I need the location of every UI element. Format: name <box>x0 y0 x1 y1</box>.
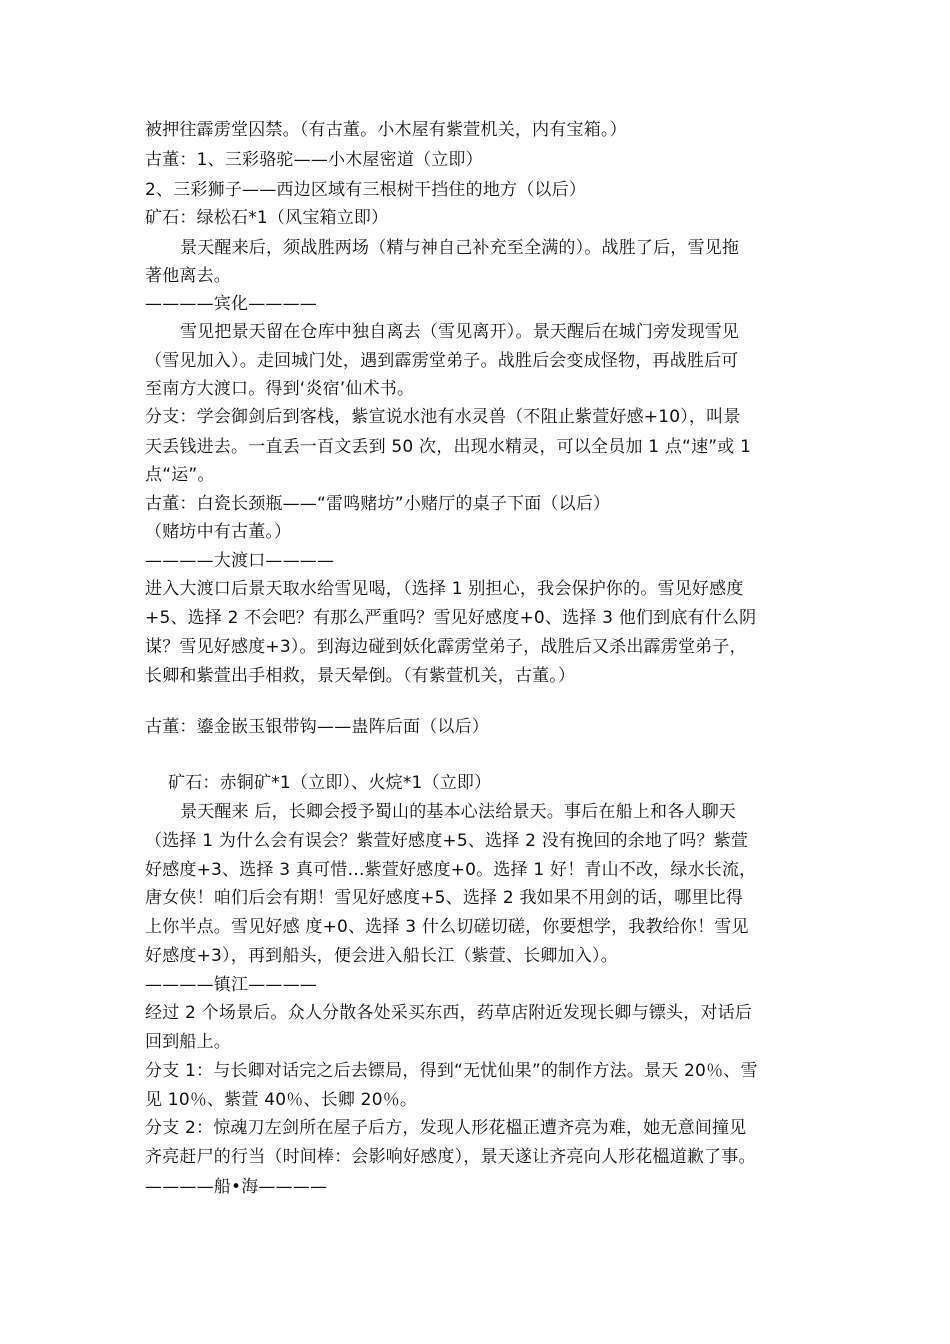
text-line: 雪见把景天留在仓库中独自离去（雪见离开）。景天醒后在城门旁发现雪见 <box>180 322 740 342</box>
text-line: 齐亮赶尸的行当（时间棒：会影响好感度），景天遂让齐亮向人形花榲道歉了事。 <box>145 1147 756 1167</box>
text-line: 矿石：赤铜矿*1（立即）、火烷*1（立即） <box>168 773 492 793</box>
text-line: +5、选择 2 不会吧？有那么严重吗？雪见好感度+0、选择 3 他们到底有什么阴 <box>145 608 757 628</box>
text-line: 长卿和紫萱出手相救，景天晕倒。（有紫萱机关，古董。） <box>145 666 576 686</box>
text-line: 进入大渡口后景天取水给雪见喝，（选择 1 别担心，我会保护你的。雪见好感度 <box>145 579 744 599</box>
text-line: 唐女侠！咱们后会有期！雪见好感度+5、选择 2 我如果不用剑的话，哪里比得 <box>145 888 744 908</box>
text-line: 著他离去。 <box>145 266 231 286</box>
text-line: 好感度+3、选择 3 真可惜…紫萱好感度+0。选择 1 好！青山不改，绿水长流， <box>145 860 757 880</box>
text-line: 景天醒来 后，长卿会授予蜀山的基本心法给景天。事后在船上和各人聊天 <box>180 802 737 822</box>
text-line: 古董：1、三彩骆驼——小木屋密道（立即） <box>145 150 483 170</box>
section-heading: ————镇江———— <box>145 975 317 995</box>
text-line: 分支：学会御剑后到客栈，紫宣说水池有水灵兽（不阻止紫萱好感+10），叫景 <box>145 407 741 427</box>
text-line: 分支 1：与长卿对话完之后去镖局，得到“无忧仙果”的制作方法。景天 20％、雪 <box>145 1061 758 1081</box>
text-line: 矿石：绿松石*1（风宝箱立即） <box>145 208 389 228</box>
text-line: 天丢钱进去。一直丢一百文丢到 50 次，出现水精灵，可以全员加 1 点“速”或 1 <box>145 437 752 457</box>
text-line: 见 10％、紫萱 40％、长卿 20％。 <box>145 1090 418 1110</box>
text-line: 分支 2：惊魂刀左剑所在屋子后方，发现人形花榲正遭齐亮为难，她无意间撞见 <box>145 1118 747 1138</box>
text-line: 好感度+3），再到船头，便会进入船长江（紫萱、长卿加入）。 <box>145 946 618 966</box>
section-heading: ————宾化———— <box>145 294 317 314</box>
text-line: 2、三彩狮子——西边区域有三根树干挡住的地方（以后） <box>145 180 587 200</box>
text-line: 被押往霹雳堂囚禁。（有古董。小木屋有紫萱机关，内有宝箱。） <box>145 120 627 140</box>
text-line: （雪见加入）。走回城门处，遇到霹雳堂弟子。战胜后会变成怪物，再战胜后可 <box>145 351 739 371</box>
text-line: 景天醒来后，须战胜两场（精与神自己补充至全满的）。战胜了后，雪见拖 <box>180 238 740 258</box>
text-line: 上你半点。雪见好感 度+0、选择 3 什么切磋切磋，你要想学，我教给你！雪见 <box>145 917 749 937</box>
text-line: 至南方大渡口。得到‘炎宿’仙术书。 <box>145 379 415 399</box>
text-line: （赌坊中有古董。） <box>145 522 292 542</box>
text-line: （选择 1 为什么会有误会？紫萱好感度+5、选择 2 没有挽回的余地了吗？紫萱 <box>145 831 749 851</box>
text-line: 古董：白瓷长颈瓶——“雷鸣赌坊”小赌厅的桌子下面（以后） <box>145 494 611 514</box>
text-line: 古董：鎏金嵌玉银带钩——蛊阵后面（以后） <box>145 717 489 737</box>
text-line: 回到船上。 <box>145 1032 231 1052</box>
section-heading: ————船•海———— <box>145 1177 328 1197</box>
text-line: 经过 2 个场景后。众人分散各处采买东西，药草店附近发现长卿与镖头，对话后 <box>145 1003 753 1023</box>
text-line: 谋？雪见好感度+3）。到海边碰到妖化霹雳堂弟子，战胜后又杀出霹雳堂弟子， <box>145 637 747 657</box>
text-line: 点“运”。 <box>145 465 215 485</box>
section-heading: ————大渡口———— <box>145 551 335 571</box>
